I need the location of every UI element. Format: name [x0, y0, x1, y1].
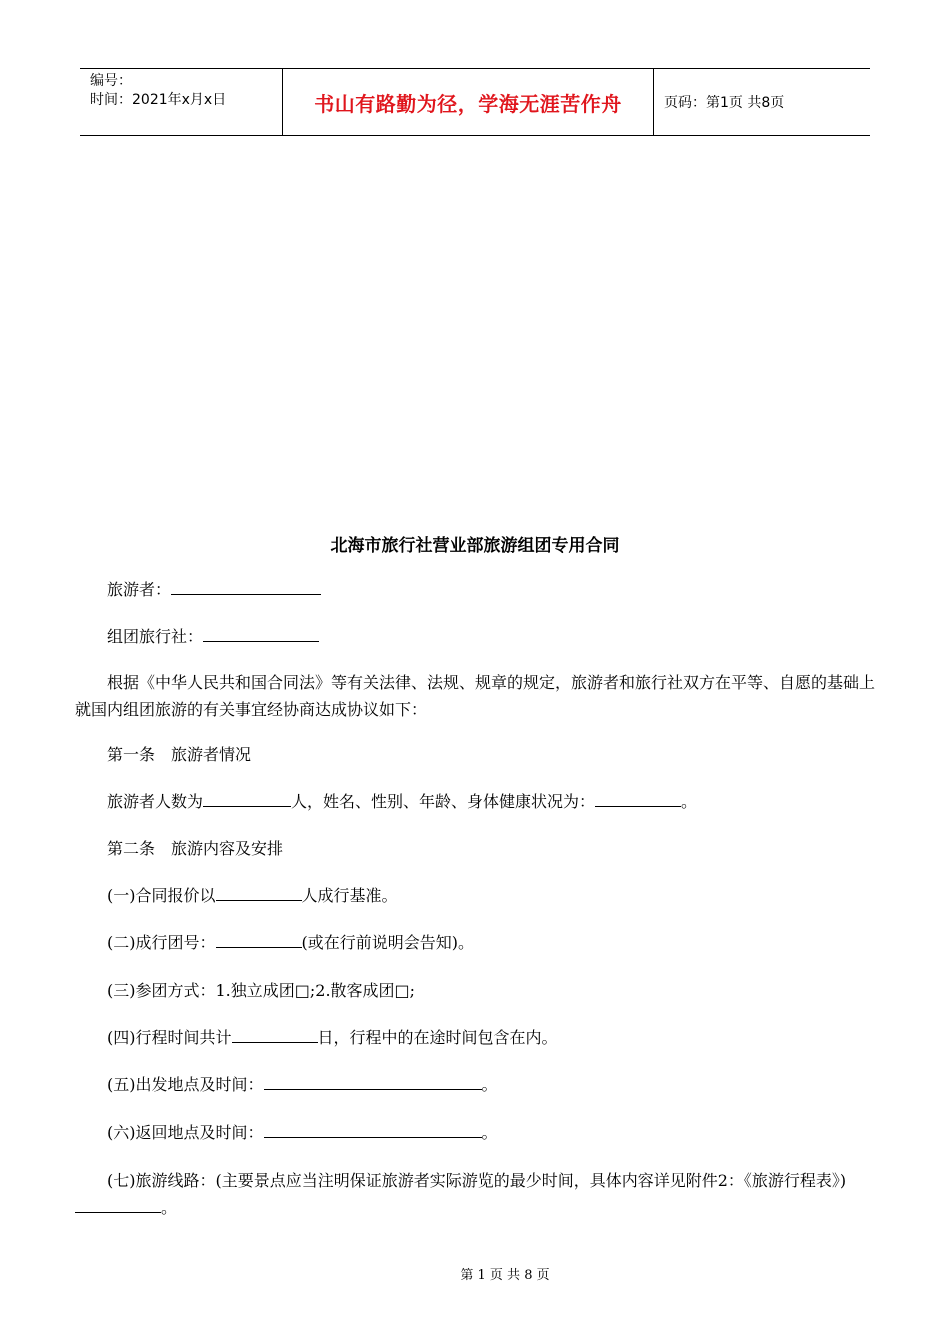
item2: [107, 932, 474, 954]
item5: [107, 1074, 498, 1096]
item1-blank: [216, 886, 302, 901]
item7-blank: [75, 1198, 161, 1213]
page-header: [80, 68, 870, 136]
article2-title: 第二条 旅游内容及安排: [107, 839, 284, 858]
header-meta: [80, 69, 282, 135]
item5-blank: [264, 1075, 482, 1090]
item4-blank: [232, 1028, 318, 1043]
traveler-blank: [171, 580, 321, 595]
item4-a: (四)行程时间共计: [107, 1028, 232, 1047]
article1-title: 第一条 旅游者情况: [107, 745, 252, 764]
article1-text-b: 人，姓名、性别、年龄、身体健康状况为：: [291, 792, 596, 811]
item2-a: (二)成行团号：: [107, 933, 216, 952]
item1-b: 人成行基准。: [301, 886, 398, 905]
item4-b: 日，行程中的在途时间包含在内。: [317, 1028, 558, 1047]
traveler-label: 旅游者：: [107, 580, 172, 599]
traveler-count-blank: [203, 792, 291, 807]
item7-text: (七)旅游线路：(主要景点应当注明保证旅游者实际游览的最少时间，具体内容详见附件2：《旅游行程表》): [107, 1171, 847, 1190]
item6-a: (六)返回地点及时间：: [107, 1123, 264, 1142]
item4: [107, 1027, 558, 1049]
item6-b: 。: [481, 1123, 498, 1142]
item6-blank: [264, 1123, 482, 1138]
item5-a: (五)出发地点及时间：: [107, 1075, 264, 1094]
item7: [75, 1167, 875, 1221]
agency-blank: [203, 627, 319, 642]
header-number-label: 编号：: [90, 73, 132, 89]
header-date-label: 时间：2021年x月x日: [90, 92, 227, 108]
item5-b: 。: [481, 1075, 498, 1094]
page-footer: 第 1 页 共 8 页: [460, 1268, 550, 1283]
article1-text: [107, 791, 697, 813]
item1: [107, 885, 398, 907]
header-page-info: 页码：第1页 共8页: [664, 95, 785, 111]
item2-blank: [216, 933, 302, 948]
agency-label: 组团旅行社：: [107, 627, 204, 646]
item3: (三)参团方式：1.独立成团□;2.散客成团□;: [107, 981, 416, 1000]
item1-a: (一)合同报价以: [107, 886, 216, 905]
traveler-details-blank: [595, 792, 681, 807]
item6: [107, 1122, 498, 1144]
header-motto: 书山有路勤为径，学海无涯苦作舟: [314, 91, 622, 116]
item7-end: 。: [161, 1198, 178, 1217]
document-title: 北海市旅行社营业部旅游组团专用合同: [330, 536, 620, 556]
traveler-line: [107, 579, 321, 601]
article1-text-a: 旅游者人数为: [107, 792, 204, 811]
article1-text-c: 。: [681, 792, 698, 811]
header-motto-cell: [282, 69, 654, 135]
item2-b: (或在行前说明会告知)。: [301, 933, 474, 952]
intro-paragraph: 根据《中华人民共和国合同法》等有关法律、法规、规章的规定，旅游者和旅行社双方在平等、自愿的基础上就国内组团旅游的有关事宜经协商达成协议如下：: [75, 673, 876, 719]
agency-line: [107, 626, 319, 648]
